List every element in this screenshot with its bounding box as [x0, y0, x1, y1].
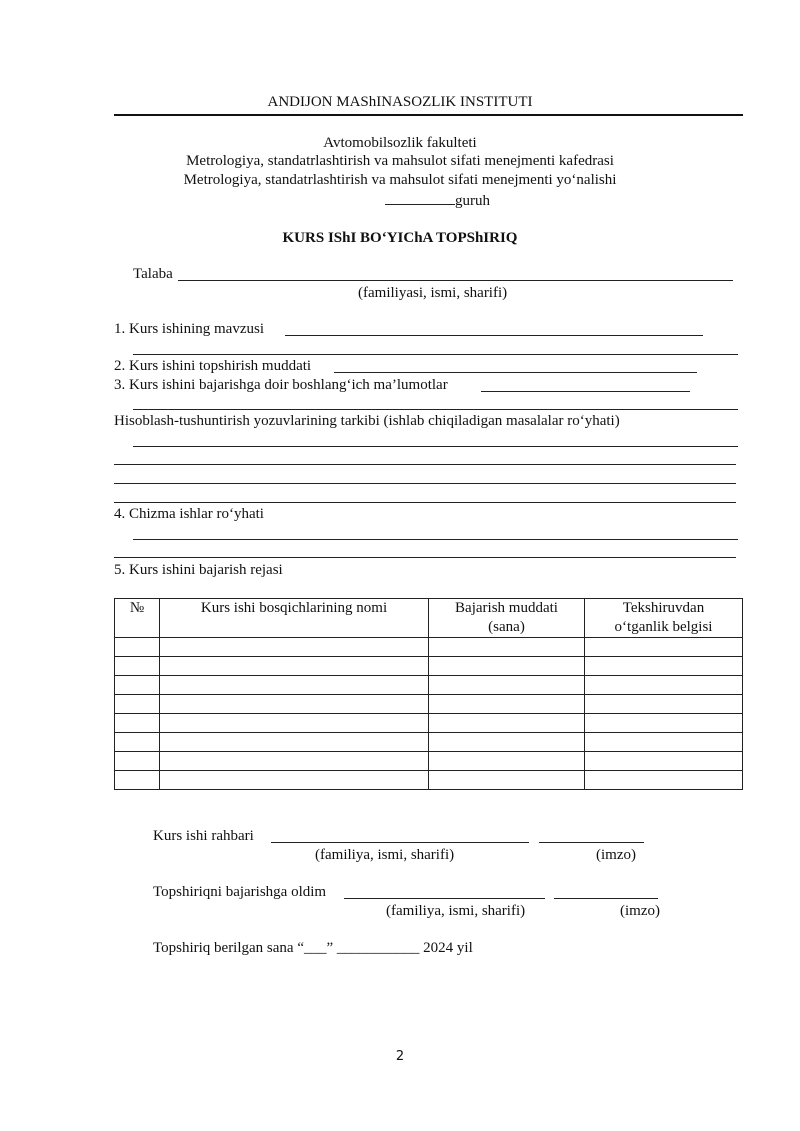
topic-label: 1. Kurs ishining mavzusi: [114, 321, 264, 337]
cell-number[interactable]: [115, 695, 160, 714]
supervisor-name-field[interactable]: [271, 842, 529, 843]
cell-check[interactable]: [585, 638, 743, 657]
institute-name: ANDIJON MAShINASOZLIK INSTITUTI: [267, 94, 533, 110]
cell-number[interactable]: [115, 638, 160, 657]
deadline-label: 2. Kurs ishini topshirish muddati: [114, 358, 312, 374]
supervisor-sign-hint: (imzo): [596, 847, 636, 863]
cell-check[interactable]: [585, 714, 743, 733]
cell-check[interactable]: [585, 771, 743, 790]
cell-deadline[interactable]: [429, 695, 585, 714]
cell-stage[interactable]: [160, 714, 429, 733]
cell-stage[interactable]: [160, 733, 429, 752]
cell-stage[interactable]: [160, 638, 429, 657]
cell-number[interactable]: [115, 676, 160, 695]
cell-stage[interactable]: [160, 695, 429, 714]
cell-number[interactable]: [115, 752, 160, 771]
cell-check[interactable]: [585, 733, 743, 752]
supervisor-label: Kurs ishi rahbari: [153, 828, 254, 844]
col-deadline-header: Bajarish muddati (sana): [429, 599, 585, 638]
initial-data-field[interactable]: [481, 391, 690, 392]
accepted-sign-hint: (imzo): [620, 903, 660, 919]
explanatory-note-label: Hisoblash-tushuntirish yozuvlarining tarkibi (ishlab chiqiladigan masalalar ro‘yhati): [114, 413, 620, 429]
deadline-field[interactable]: [334, 372, 697, 373]
note-line-1[interactable]: [133, 446, 738, 447]
cell-check[interactable]: [585, 752, 743, 771]
group-line: [385, 191, 490, 210]
cell-stage[interactable]: [160, 676, 429, 695]
cell-number[interactable]: [115, 657, 160, 676]
topic-field-line2[interactable]: [133, 354, 738, 355]
note-line-3[interactable]: [114, 483, 736, 484]
cell-number[interactable]: [115, 771, 160, 790]
drawings-label: 4. Chizma ishlar ro‘yhati: [114, 506, 264, 522]
header-divider: [114, 114, 743, 116]
note-line-2[interactable]: [114, 464, 736, 465]
accepted-hint: (familiya, ismi, sharifi): [386, 903, 526, 919]
accepted-sign-field[interactable]: [554, 898, 658, 899]
department-name: Metrologiya, standatrlashtirish va mahsulot sifati menejmenti kafedrasi: [186, 153, 614, 169]
cell-number[interactable]: [115, 733, 160, 752]
cell-deadline[interactable]: [429, 714, 585, 733]
topic-field[interactable]: [285, 335, 703, 336]
cell-number[interactable]: [115, 714, 160, 733]
accepted-label: Topshiriqni bajarishga oldim: [153, 884, 327, 900]
table-row: [115, 752, 743, 771]
table-row: [115, 714, 743, 733]
plan-table: [114, 598, 743, 790]
group-suffix: guruh: [455, 193, 490, 209]
cell-check[interactable]: [585, 676, 743, 695]
plan-label: 5. Kurs ishini bajarish rejasi: [114, 562, 283, 578]
table-row: [115, 695, 743, 714]
supervisor-hint: (familiya, ismi, sharifi): [315, 847, 455, 863]
table-row: [115, 657, 743, 676]
cell-deadline[interactable]: [429, 771, 585, 790]
cell-stage[interactable]: [160, 752, 429, 771]
plan-table-header: [115, 599, 743, 638]
table-row: [115, 771, 743, 790]
student-field[interactable]: [178, 280, 733, 281]
col-stages-header: Kurs ishi bosqichlarining nomi: [160, 599, 429, 638]
col-check-header: Tekshiruvdan o‘tganlik belgisi: [585, 599, 743, 638]
student-label: Talaba: [133, 266, 173, 282]
table-row: [115, 733, 743, 752]
cell-deadline[interactable]: [429, 752, 585, 771]
cell-deadline[interactable]: [429, 733, 585, 752]
cell-deadline[interactable]: [429, 676, 585, 695]
issue-date: Topshiriq berilgan sana “___” ___________ 2024 yil: [153, 940, 473, 956]
cell-stage[interactable]: [160, 771, 429, 790]
drawings-line-1[interactable]: [133, 539, 738, 540]
table-row: [115, 638, 743, 657]
page-number: 2: [395, 1049, 405, 1064]
student-hint: (familiyasi, ismi, sharifi): [358, 285, 508, 301]
table-row: [115, 676, 743, 695]
cell-check[interactable]: [585, 695, 743, 714]
cell-stage[interactable]: [160, 657, 429, 676]
col-number-header: №: [115, 599, 160, 638]
cell-deadline[interactable]: [429, 657, 585, 676]
accepted-name-field[interactable]: [344, 898, 545, 899]
note-line-4[interactable]: [114, 502, 736, 503]
document-title: KURS IShI BO‘YIChA TOPShIRIQ: [282, 230, 518, 246]
drawings-line-2[interactable]: [114, 557, 736, 558]
faculty-name: Avtomobilsozlik fakulteti: [323, 135, 477, 151]
initial-data-label: 3. Kurs ishini bajarishga doir boshlang‘ich ma’lumotlar: [114, 377, 448, 393]
cell-check[interactable]: [585, 657, 743, 676]
initial-data-field-line2[interactable]: [133, 409, 738, 410]
direction-name: Metrologiya, standatrlashtirish va mahsulot sifati menejmenti yo‘nalishi: [183, 172, 617, 188]
supervisor-sign-field[interactable]: [539, 842, 644, 843]
group-blank[interactable]: [385, 191, 455, 205]
cell-deadline[interactable]: [429, 638, 585, 657]
